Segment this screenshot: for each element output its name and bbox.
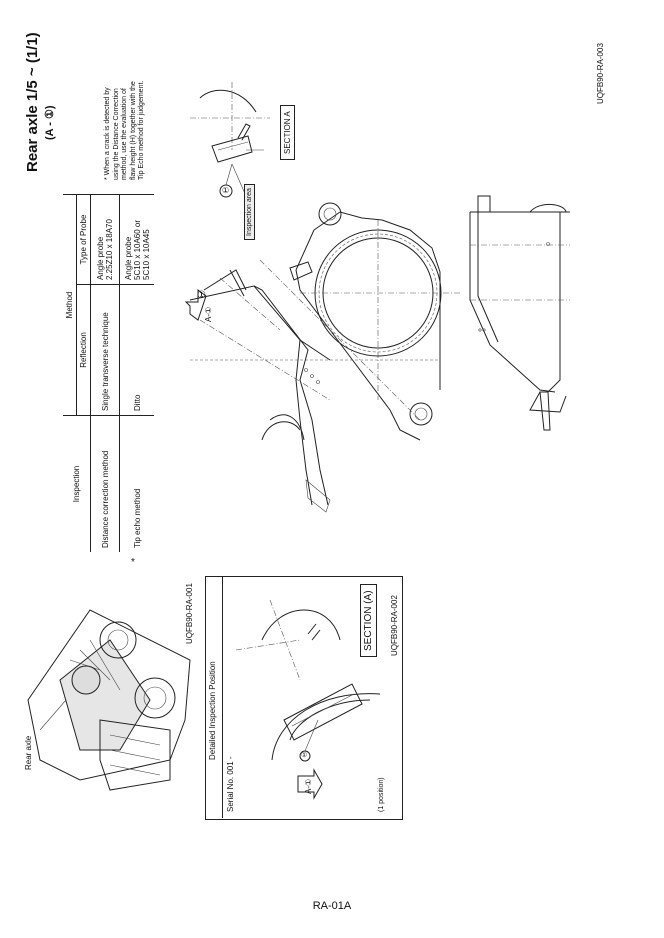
page-title: Rear axle 1/5 ~ (1/1) xyxy=(24,32,41,172)
position-count: (1 position) xyxy=(378,777,385,812)
probe-line: 2.25Z10 x 18A70 xyxy=(105,219,114,280)
cell-inspection: Tip echo method xyxy=(120,416,155,553)
rear-axle-label: Rear axle xyxy=(24,735,33,770)
probe-line: 5C10 x 10A60 or xyxy=(132,219,142,280)
cell-reflection: Single transverse technique xyxy=(91,285,120,416)
detail-code: UQFB90-RA-002 xyxy=(390,595,399,656)
detail-title: Detailed Inspection Position xyxy=(208,661,217,760)
detail-marker-label: A-① xyxy=(304,778,313,794)
note-line: flaw height (H) together with the xyxy=(129,81,137,180)
drawing-code-main: UQFB90-RA-003 xyxy=(596,43,605,104)
note-line: using the Distance Correction xyxy=(112,88,120,180)
overview-code: UQFB90-RA-001 xyxy=(185,583,194,644)
cell-reflection: Ditto xyxy=(120,285,155,416)
section-a-label: SECTION A xyxy=(280,105,295,160)
probe-line: 5C10 x 10A45 xyxy=(141,229,151,280)
page-subtitle: (A - ①) xyxy=(44,105,56,140)
detail-callout: ① xyxy=(301,752,308,759)
header-method: Method xyxy=(63,195,77,416)
page-number: RA-01A xyxy=(312,900,352,912)
serial-number: Serial No. 001 - xyxy=(226,756,235,812)
header-inspection: Inspection xyxy=(63,416,91,553)
header-reflection: Reflection xyxy=(77,285,91,416)
table-asterisk: * xyxy=(131,557,135,568)
detail-section-sketch xyxy=(236,600,380,798)
note-line: method, use the evaluation of xyxy=(121,88,129,180)
marker-label: A-① xyxy=(204,306,213,322)
note-line: Tip Echo method for judgement. xyxy=(138,80,146,180)
probe-line: Angle probe xyxy=(123,236,133,280)
marker-circled-number: ① xyxy=(197,290,206,301)
probe-line: Angle probe xyxy=(96,236,105,280)
callout-number: ① xyxy=(222,186,230,195)
header-probe: Type of Probe xyxy=(77,195,91,285)
cell-inspection: Distance correction method xyxy=(91,416,120,553)
inspection-area-label: Inspection area xyxy=(244,184,255,240)
detail-section-label: SECTION (A) xyxy=(360,584,377,657)
note-line: * When a crack is detected by xyxy=(104,87,111,180)
